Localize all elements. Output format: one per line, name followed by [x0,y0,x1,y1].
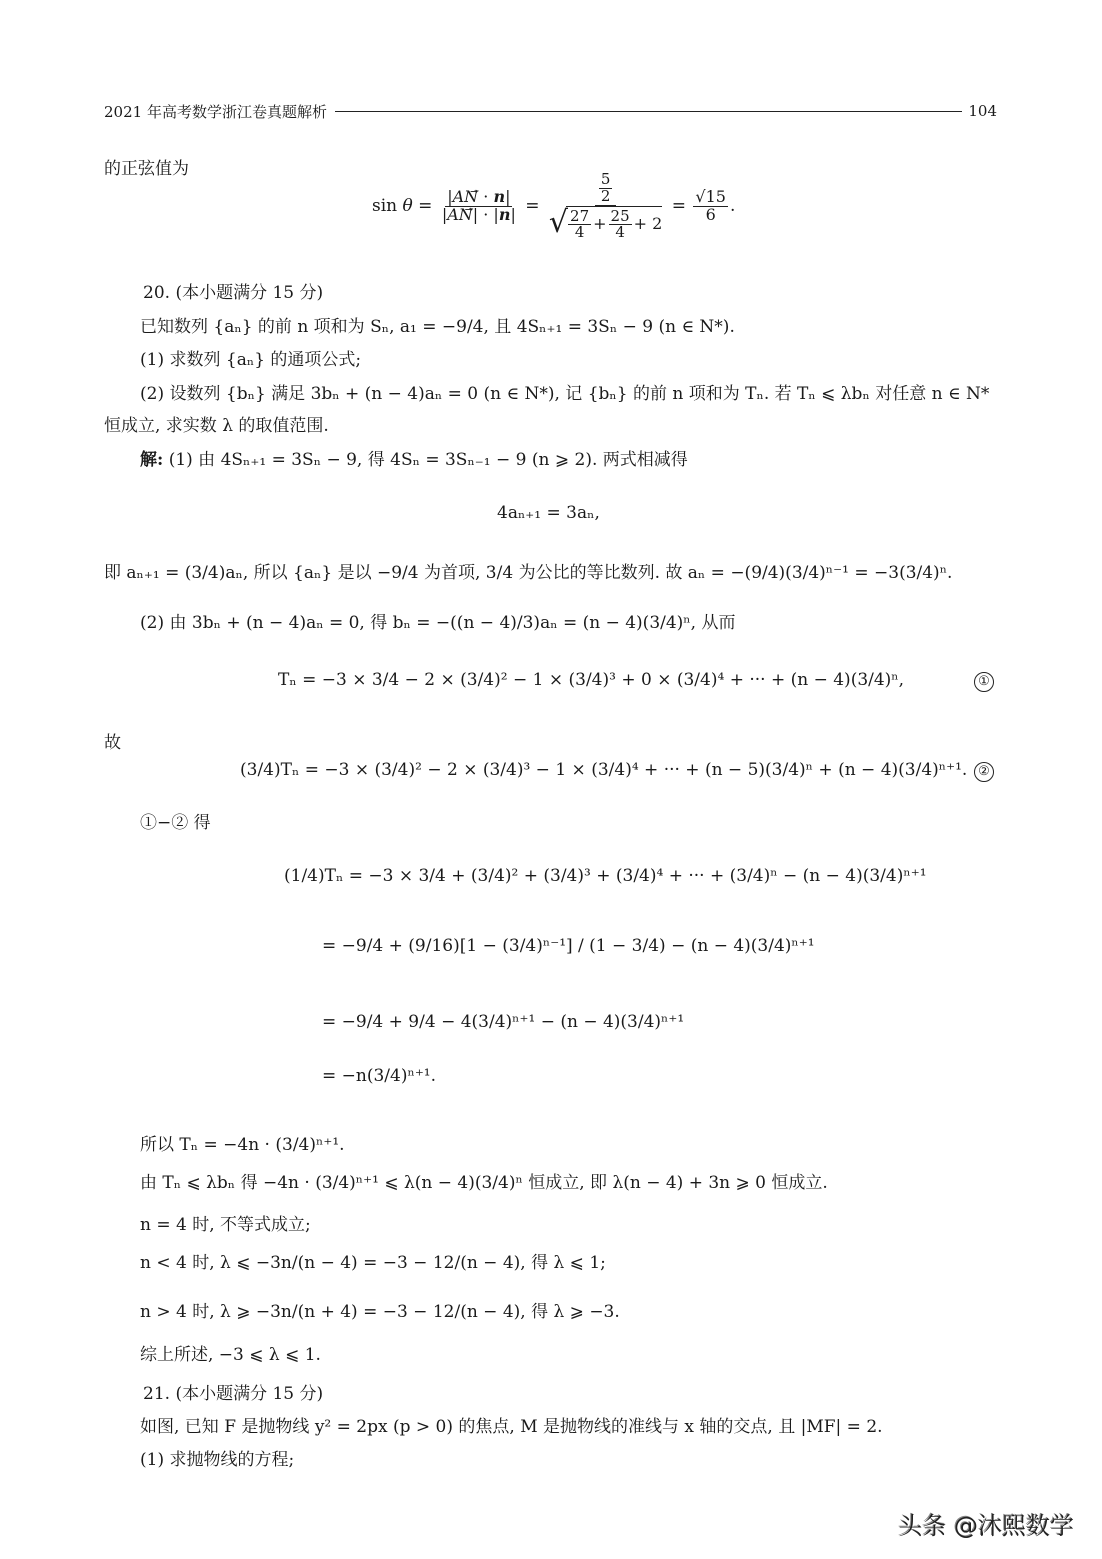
solution-step2: 即 aₙ₊₁ = (3/4)aₙ, 所以 {aₙ} 是以 −9/4 为首项, 3/4 为公比的等比数列. 故 aₙ = −(9/4)(3/4)ⁿ⁻¹ = −3(3/4)ⁿ. [104,563,953,583]
problem20-heading: 20. (本小题满分 15 分) [143,283,324,303]
subtract-text: ①−② 得 [140,813,211,833]
problem20-part2-line2: 恒成立, 求实数 λ 的取值范围. [104,416,329,436]
equation-difference: 4aₙ₊₁ = 3aₙ, [497,503,600,523]
result-tn: 所以 Tₙ = −4n · (3/4)ⁿ⁺¹. [140,1135,345,1155]
gu-text: 故 [104,733,121,753]
derivation-line3: = −9/4 + 9/4 − 4(3/4)ⁿ⁺¹ − (n − 4)(3/4)ⁿ⁺¹ [322,1012,685,1032]
case-n-greater-4: n > 4 时, λ ⩾ −3n/(n + 4) = −3 − 12/(n − 4), 得 λ ⩾ −3. [140,1302,620,1322]
case-n-equals-4: n = 4 时, 不等式成立; [140,1215,311,1235]
problem21-heading: 21. (本小题满分 15 分) [143,1384,324,1404]
header-title: 2021 年高考数学浙江卷真题解析 [104,102,327,121]
page-header [104,100,997,122]
problem21-statement: 如图, 已知 F 是抛物线 y² = 2px (p > 0) 的焦点, M 是抛物线的准线与 x 轴的交点, 且 |MF| = 2. [140,1417,883,1437]
equation-1: Tₙ = −3 × 3/4 − 2 × (3/4)² − 1 × (3/4)³ + 0 × (3/4)⁴ + ··· + (n − 4)(3/4)ⁿ, [278,670,905,690]
equation-1-label: ① [974,670,994,692]
page-number: 104 [968,102,997,120]
header-rule [335,111,962,112]
result-inequality: 由 Tₙ ⩽ λbₙ 得 −4n · (3/4)ⁿ⁺¹ ⩽ λ(n − 4)(3/4)ⁿ 恒成立, 即 λ(n − 4) + 3n ⩾ 0 恒成立. [140,1173,828,1193]
problem21-part1: (1) 求抛物线的方程; [140,1450,295,1470]
case-n-less-4: n < 4 时, λ ⩽ −3n/(n − 4) = −3 − 12/(n − 4), 得 λ ⩽ 1; [140,1253,606,1273]
derivation-line4: = −n(3/4)ⁿ⁺¹. [322,1066,437,1086]
problem20-part2-line1: (2) 设数列 {bₙ} 满足 3bₙ + (n − 4)aₙ = 0 (n ∈ N*), 记 {bₙ} 的前 n 项和为 Tₙ. 若 Tₙ ⩽ λbₙ 对任意 n ∈ N* [140,384,990,404]
problem20-part1: (1) 求数列 {aₙ} 的通项公式; [140,350,362,370]
conclusion: 综上所述, −3 ⩽ λ ⩽ 1. [140,1345,321,1365]
formula-sin-theta: sin θ = $\frac{|AN⃗ \cdot n|}{|AN⃗| \cdot |n|}$ = $\frac{5}{2}$ √ $\frac{27}{4}$ + $\frac{25}{4}$ + 2 = $\frac{√15}{6}$ . [372,170,736,242]
derivation-line2: = −9/4 + (9/16)[1 − (3/4)ⁿ⁻¹] / (1 − 3/4) − (n − 4)(3/4)ⁿ⁺¹ [322,936,815,956]
watermark: 头条 @沐熙数学 [898,1512,1074,1540]
equation-2-label: ② [974,760,994,782]
continuation-text: 的正弦值为 [104,159,189,179]
equation-2: (3/4)Tₙ = −3 × (3/4)² − 2 × (3/4)³ − 1 × (3/4)⁴ + ··· + (n − 5)(3/4)ⁿ + (n − 4)(3/4)ⁿ⁺¹. [240,760,968,780]
derivation-line1: (1/4)Tₙ = −3 × 3/4 + (3/4)² + (3/4)³ + (3/4)⁴ + ··· + (3/4)ⁿ − (n − 4)(3/4)ⁿ⁺¹ [284,866,927,886]
solution-step1 [140,445,688,470]
problem20-statement: 已知数列 {aₙ} 的前 n 项和为 Sₙ, a₁ = −9/4, 且 4Sₙ₊₁ = 3Sₙ − 9 (n ∈ N*). [140,317,735,337]
solution-step1-text: (1) 由 4Sₙ₊₁ = 3Sₙ − 9, 得 4Sₙ = 3Sₙ₋₁ − 9 (n ⩾ 2). 两式相减得 [168,450,688,470]
solution-step3: (2) 由 3bₙ + (n − 4)aₙ = 0, 得 bₙ = −((n − 4)/3)aₙ = (n − 4)(3/4)ⁿ, 从而 [140,613,736,633]
solution-label: 解: [140,450,164,470]
